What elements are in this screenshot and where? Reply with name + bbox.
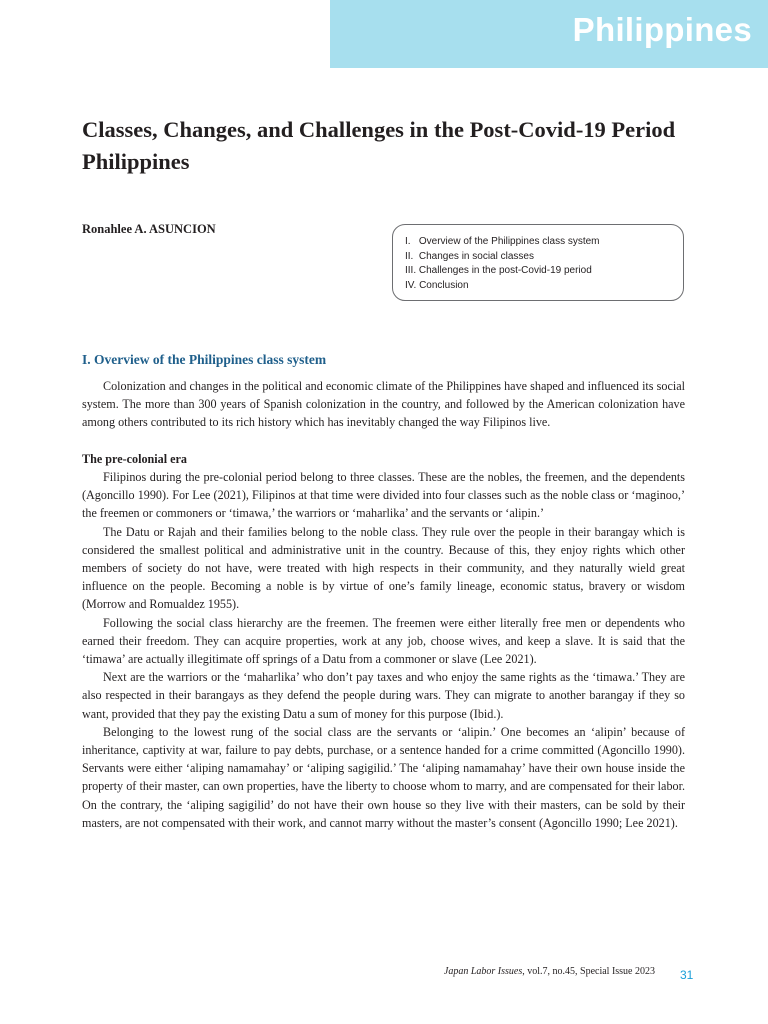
- subsection-heading: The pre-colonial era: [82, 451, 187, 466]
- body-paragraph: Following the social class hierarchy are the freemen. The freemen were either literally free men or dependents who earned their freedom. They can acquire properties, work at any job, choose wives, and keep a slave. It is said that the ‘timawa’ are actually illegitimate off springs of a Datu from a commoner or slave (Lee 2021).: [82, 615, 685, 667]
- toc-item: III. Challenges in the post-Covid-19 period: [405, 265, 592, 277]
- journal-name: Japan Labor Issues: [443, 966, 523, 977]
- article-title: Classes, Changes, and Challenges in the Post-Covid-19 Period Philippines: [82, 117, 676, 174]
- author-name: Ronahlee A. ASUNCION: [82, 222, 216, 236]
- toc-item: IV. Conclusion: [405, 279, 469, 291]
- page-number: 31: [680, 968, 694, 982]
- body-paragraph: The Datu or Rajah and their families belong to the noble class. They rule over the people in their barangay which is considered the smallest political and administrative unit in the country. Because of this, they enjoy rights which other members of society do not have, were treated with high respects in their community, and they naturally wield great influence on the people. Becoming a noble is by virtue of one’s family lineage, economic status, bravery or wisdom (Morrow and Romualdez 1955).: [82, 524, 685, 612]
- body-paragraph: Belonging to the lowest rung of the social class are the servants or ‘alipin.’ One becomes an ‘alipin’ because of inheritance, captivity at war, failure to pay debts, purchase, or a sentence handed for a crime committed (Agoncillo 1990). Servants were either ‘aliping namamahay’ or ‘aliping sagigilid.’ The ‘aliping namamahay’ have their own house inside the property of their master, can own properties, have the liberty to choose whom to marry, and are compensated for their labor. On the contrary, the ‘aliping sagigilid’ do not have their own house so they live with their masters, can be sold by their masters, are not compensated with their work, and cannot marry without the master’s consent (Agoncillo 1990; Lee 2021).: [82, 724, 685, 830]
- toc-item: II. Changes in social classes: [405, 250, 534, 262]
- country-label: Philippines: [572, 11, 752, 48]
- table-of-contents-box: [392, 224, 684, 301]
- body-paragraph: Next are the warriors or the ‘maharlika’ who don’t pay taxes and who enjoy the same rights as the ‘timawa.’ They are also respected in their barangays as they defend the people during wars. They can migrate to another barangay if they so want, provided that they pay the existing Datu a sum of money for this purpose (Ibid.).: [82, 670, 685, 721]
- toc-item: I. Overview of the Philippines class system: [405, 236, 600, 247]
- body-text: [82, 377, 685, 832]
- section-heading: I. Overview of the Philippines class system: [82, 352, 327, 367]
- intro-paragraph: Colonization and changes in the political and economic climate of the Philippines have shaped and influenced its social system. The more than 300 years of Spanish colonization in the country, and followed by the American colonization have among others contributed to its rich history which has inevitably changed the way Filipinos live.: [82, 379, 685, 430]
- footer-citation: [444, 966, 655, 977]
- body-paragraph: Filipinos during the pre-colonial period belong to three classes. These are the nobles, the freemen, and the dependents (Agoncillo 1990). For Lee (2021), Filipinos at that time were divided into four classes such as the noble class or ‘maginoo,’ the freemen or commoners or ‘timawa,’ the warriors or ‘maharlika’ and the servants or ‘alipin.’: [82, 470, 685, 521]
- country-header-tab: [330, 0, 768, 68]
- journal-issue: , vol.7, no.45, Special Issue 2023: [522, 966, 655, 977]
